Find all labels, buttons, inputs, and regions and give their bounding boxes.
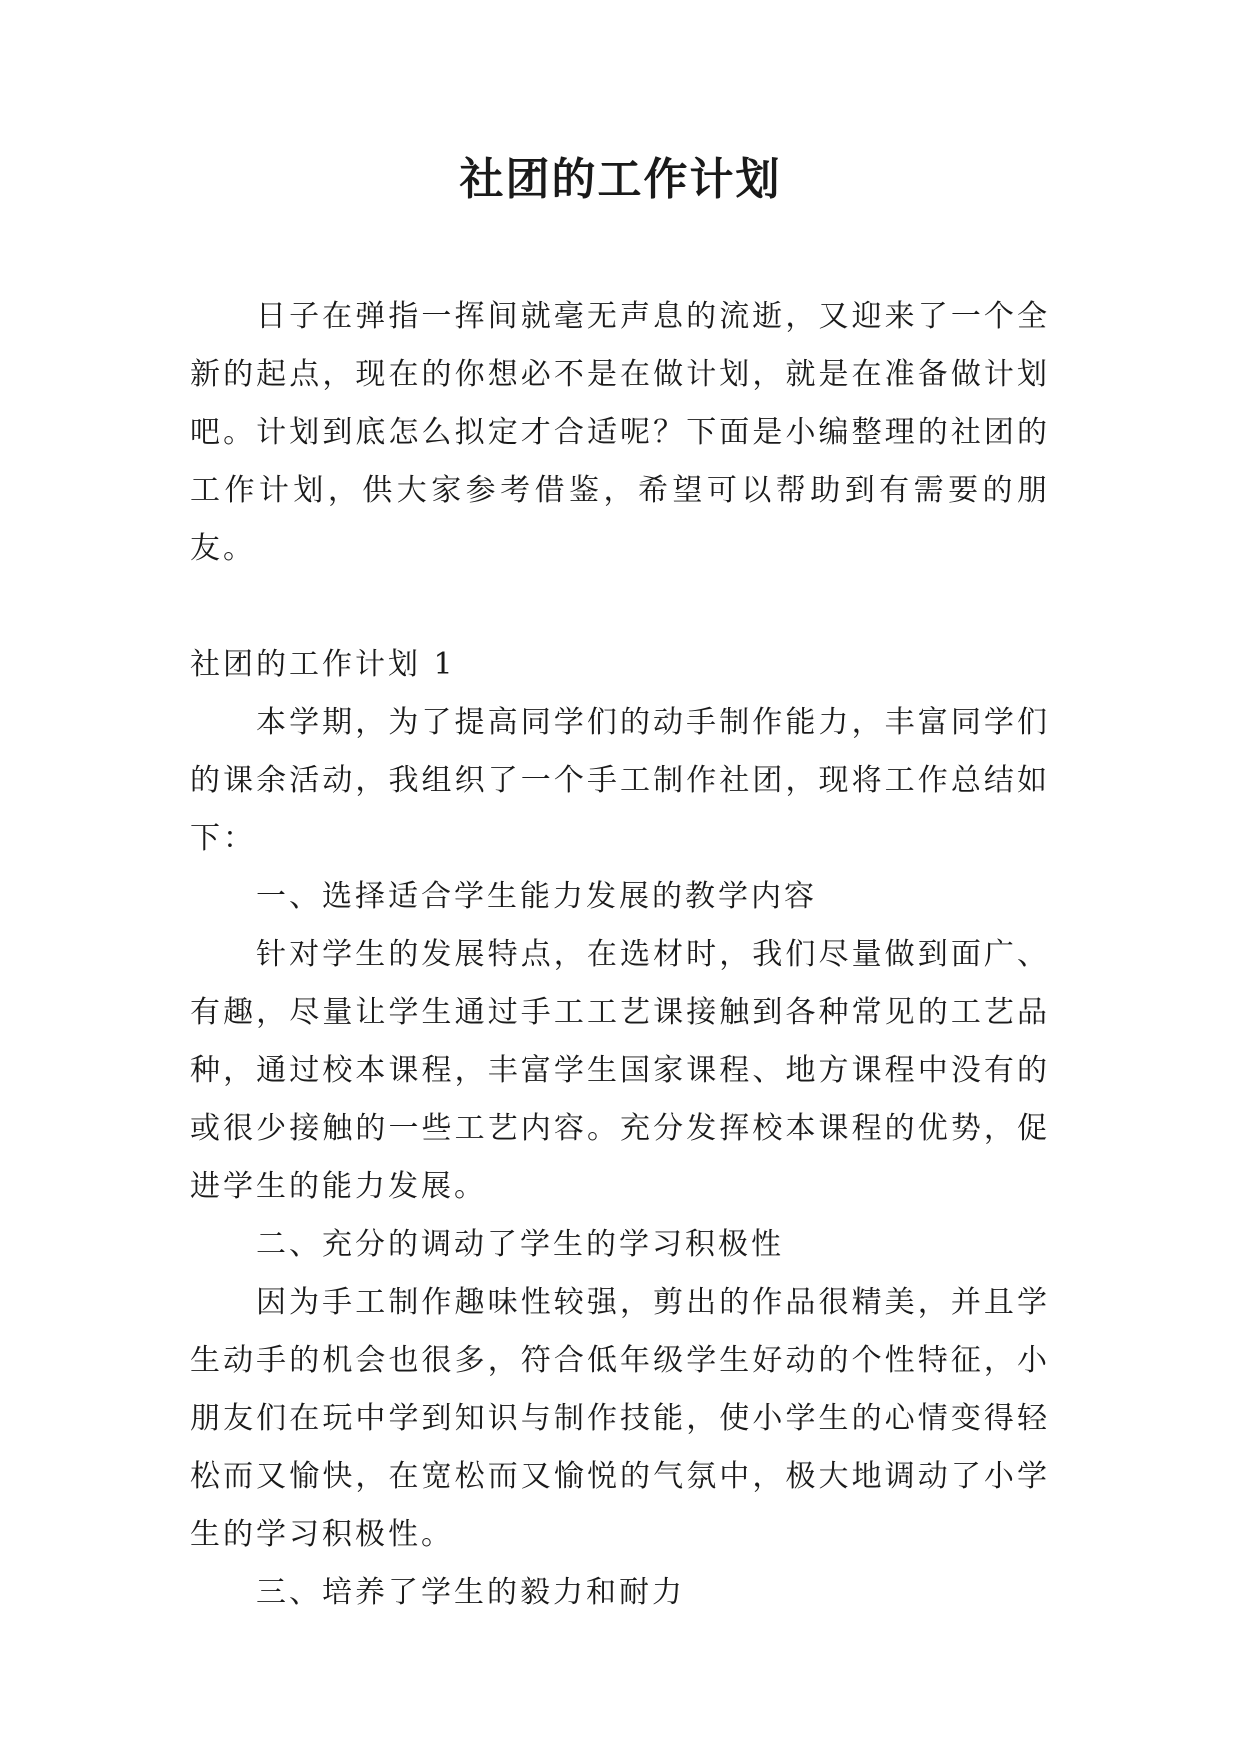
document-title: 社团的工作计划 [459, 154, 782, 205]
section-paragraph-2: 针对学生的发展特点，在选材时，我们尽量做到面广、有趣，尽量让学生通过手工工艺课接触到各种常见的工艺品种，通过校本课程，丰富学生国家课程、地方课程中没有的或很少接触的一些工艺内容。充分发挥校本课程的优势，促进学生的能力发展。 [190, 937, 1050, 1204]
section-heading: 社团的工作计划 1 [190, 647, 456, 682]
document-body [190, 288, 1050, 1622]
section-paragraph-1: 本学期，为了提高同学们的动手制作能力，丰富同学们的课余活动，我组织了一个手工制作社团，现将工作总结如下： [190, 705, 1050, 856]
section-paragraph-3: 因为手工制作趣味性较强，剪出的作品很精美，并且学生动手的机会也很多，符合低年级学生好动的个性特征，小朋友们在玩中学到知识与制作技能，使小学生的心情变得轻松而又愉快，在宽松而又愉悦的气氛中，极大地调动了小学生的学习积极性。 [190, 1285, 1050, 1552]
subheading-3: 三、培养了学生的毅力和耐力 [256, 1575, 685, 1610]
subheading-2: 二、充分的调动了学生的学习积极性 [256, 1227, 784, 1262]
intro-paragraph: 日子在弹指一挥间就毫无声息的流逝，又迎来了一个全新的起点，现在的你想必不是在做计划，就是在准备做计划吧。计划到底怎么拟定才合适呢？下面是小编整理的社团的工作计划，供大家参考借鉴，希望可以帮助到有需要的朋友。 [190, 299, 1050, 566]
subheading-1: 一、选择适合学生能力发展的教学内容 [256, 879, 817, 914]
